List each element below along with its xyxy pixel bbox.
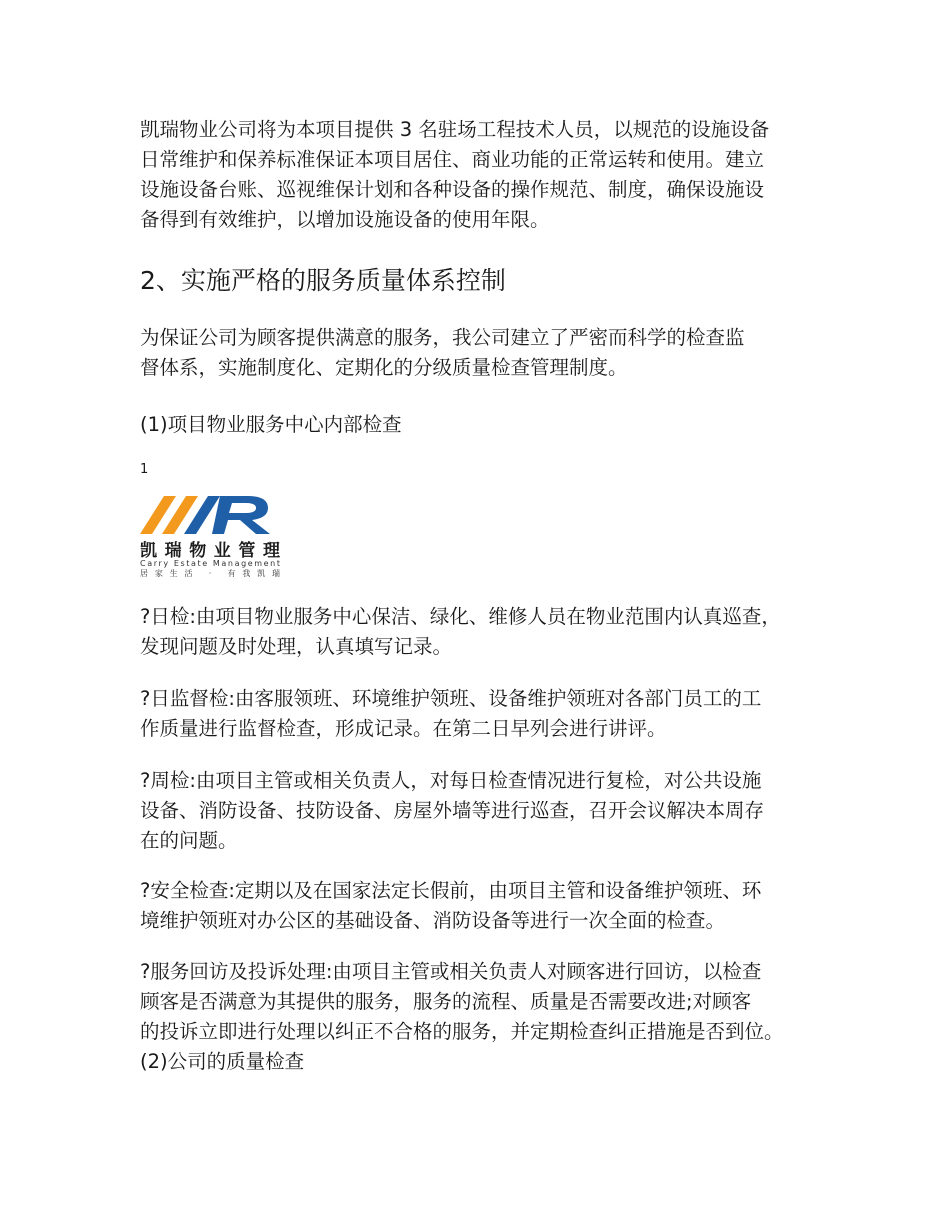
section-intro-paragraph <box>140 323 840 383</box>
logo-name-cn: 凯瑞物业管理 <box>140 541 280 561</box>
page-number: 1 <box>140 462 149 477</box>
text-line: ?日监督检:由客服领班、环境维护领班、设备维护领班对各部门员工的工 <box>140 687 762 710</box>
text-line: 设备、消防设备、技防设备、房屋外墙等进行巡查，召开会议解决本周存 <box>140 799 765 822</box>
inspection-item <box>140 876 840 936</box>
intro-paragraph <box>140 115 840 235</box>
logo-r-letter-icon <box>212 496 270 534</box>
inspection-item <box>140 684 840 744</box>
section-heading: 2、实施严格的服务质量体系控制 <box>140 266 506 295</box>
text-line: 的投诉立即进行处理以纠正不合格的服务，并定期检查纠正措施是否到位。 <box>140 1020 784 1043</box>
text-line: ?日检:由项目物业服务中心保洁、绿化、维修人员在物业范围内认真巡查， <box>140 605 781 628</box>
text-line: (1)项目物业服务中心内部检查 <box>140 413 402 436</box>
text-line: 督体系，实施制度化、定期化的分级质量检查管理制度。 <box>140 356 628 379</box>
inspection-item <box>140 766 840 856</box>
text-line: 在的问题。 <box>140 829 238 852</box>
text-line: 日常维护和保养标准保证本项目居住、商业功能的正常运转和使用。建立 <box>140 148 765 171</box>
text-line: 备得到有效维护，以增加设施设备的使用年限。 <box>140 208 550 231</box>
text-line: 设施设备台账、巡视维保计划和各种设备的操作规范、制度，确保设施设 <box>140 178 765 201</box>
logo-name-en: Carry Estate Management <box>140 559 280 568</box>
text-line: ?安全检查:定期以及在国家法定长假前，由项目主管和设备维护领班、环 <box>140 879 762 902</box>
text-line: ?周检:由项目主管或相关负责人，对每日检查情况进行复检，对公共设施 <box>140 769 762 792</box>
text-line: ?服务回访及投诉处理:由项目主管或相关负责人对顾客进行回访，以检查 <box>140 960 762 983</box>
company-logo <box>140 496 282 578</box>
logo-slogan: 居家生活 · 有我凯瑞 <box>140 569 280 578</box>
text-line: 为保证公司为顾客提供满意的服务，我公司建立了严密而科学的检查监 <box>140 326 745 349</box>
inspection-item <box>140 602 840 662</box>
text-line: 顾客是否满意为其提供的服务，服务的流程、质量是否需要改进;对顾客 <box>140 990 752 1013</box>
text-line: (2)公司的质量检查 <box>140 1050 305 1073</box>
inspection-item <box>140 957 840 1077</box>
text-line: 凯瑞物业公司将为本项目提供 3 名驻场工程技术人员，以规范的设施设备 <box>140 118 770 141</box>
text-line: 作质量进行监督检查，形成记录。在第二日早列会进行讲评。 <box>140 717 667 740</box>
text-line: 发现问题及时处理，认真填写记录。 <box>140 635 453 658</box>
text-line: 境维护领班对办公区的基础设备、消防设备等进行一次全面的检查。 <box>140 909 726 932</box>
subsection-title <box>140 410 840 440</box>
